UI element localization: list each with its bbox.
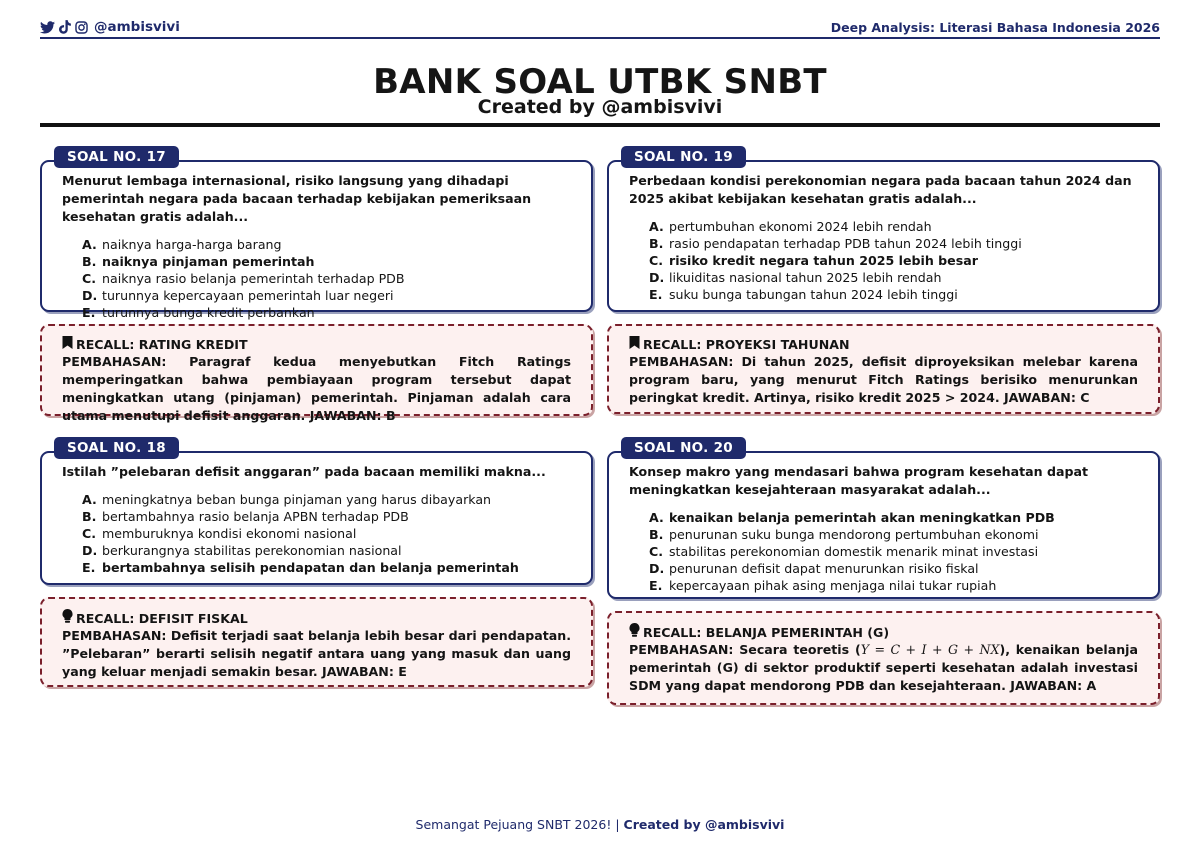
recall-header [629, 623, 1138, 641]
question-tag: SOAL NO. 19 [621, 146, 746, 168]
option-text: stabilitas perekonomian domestik menarik minat investasi [669, 544, 1039, 559]
instagram-icon[interactable] [75, 21, 88, 34]
footer-text: Semangat Pejuang SNBT 2026! | [415, 817, 620, 832]
option-letter: C. [649, 544, 664, 559]
option-list [629, 218, 1138, 303]
option-letter: C. [82, 526, 97, 541]
option-text: meningkatnya beban bunga pinjaman yang harus dibayarkan [102, 492, 492, 507]
option-text: berkurangnya stabilitas perekonomian nasional [102, 543, 402, 558]
page-subtitle: Created by @ambisvivi [477, 96, 723, 118]
option-text: turunnya bunga kredit perbankan [102, 305, 315, 320]
option-text: naiknya rasio belanja pemerintah terhadap PDB [102, 271, 405, 286]
option-letter: E. [649, 578, 663, 593]
option-a[interactable] [82, 491, 571, 508]
question-text: Menurut lembaga internasional, risiko langsung yang dihadapi pemerintah negara pada bacaan terhadap kebijakan pemeriksaan kesehatan gratis adalah... [62, 173, 532, 224]
recall-header [629, 336, 1138, 353]
bookmark-icon [62, 336, 73, 353]
recall-text-pre: PEMBAHASAN: Secara teoretis ( [629, 642, 861, 657]
option-text: likuiditas nasional tahun 2025 lebih rendah [669, 270, 942, 285]
page-title: BANK SOAL UTBK SNBT [373, 62, 827, 102]
option-letter: B. [82, 254, 97, 269]
option-text: kenaikan belanja pemerintah akan meningkatkan PDB [669, 510, 1055, 525]
option-letter: A. [649, 510, 664, 525]
question-tag: SOAL NO. 17 [54, 146, 179, 168]
option-letter: B. [82, 509, 97, 524]
option-text: rasio pendapatan terhadap PDB tahun 2024 lebih tinggi [669, 236, 1022, 251]
bookmark-icon [629, 336, 640, 353]
recall-explanation: PEMBAHASAN: Paragraf kedua menyebutkan Fitch Ratings memperingatkan bahwa pembiayaan program tersebut dapat meningkatkan utang (pinjaman) pemerintah. Pinjaman adalah cara utama menutupi defisit anggaran. JAWABAN: B [62, 354, 571, 423]
option-text: kepercayaan pihak asing menjaga nilai tukar rupiah [669, 578, 997, 593]
recall-text-post: ), kenaikan belanja pemerintah (G) di sektor produktif seperti kesehatan adalah investasi SDM yang dapat mendorong PDB dan kesejahteraan. JAWABAN: A [629, 642, 1138, 693]
question-card-20 [607, 440, 1160, 599]
series-title: Deep Analysis: Literasi Bahasa Indonesia 2026 [830, 19, 1160, 35]
title-divider [40, 123, 1160, 127]
option-text: penurunan suku bunga mendorong pertumbuhan ekonomi [669, 527, 1039, 542]
social-links [40, 19, 180, 35]
option-text: naiknya harga-harga barang [102, 237, 282, 252]
option-e[interactable] [82, 559, 571, 576]
option-letter: E. [82, 560, 96, 575]
option-d[interactable] [82, 287, 571, 304]
option-d[interactable] [649, 269, 1138, 286]
recall-box-17 [40, 324, 593, 423]
option-letter: D. [82, 288, 98, 303]
recall-box-19 [607, 324, 1160, 414]
option-letter: B. [649, 236, 664, 251]
header-divider [40, 37, 1160, 39]
option-list [62, 236, 571, 321]
option-c[interactable] [82, 525, 571, 542]
question-card-18 [40, 440, 593, 585]
recall-explanation: PEMBAHASAN: Di tahun 2025, defisit diproyeksikan melebar karena program baru, yang menurut Fitch Ratings berisiko menurunkan peringkat kredit. Artinya, risiko kredit 2025 > 2024. JAWABAN: C [629, 354, 1138, 405]
footer-credit: Created by @ambisvivi [623, 817, 785, 832]
option-e[interactable] [649, 286, 1138, 303]
recall-explanation [629, 641, 1138, 695]
option-letter: E. [649, 287, 663, 302]
gdp-formula: Y = C + I + G + NX [860, 642, 1000, 657]
option-b[interactable] [649, 526, 1138, 543]
option-text: memburuknya kondisi ekonomi nasional [102, 526, 357, 541]
handle-link[interactable]: @ambisvivi [94, 19, 180, 35]
option-letter: E. [82, 305, 96, 320]
tiktok-icon[interactable] [59, 20, 71, 34]
option-text: bertambahnya rasio belanja APBN terhadap PDB [102, 509, 409, 524]
option-text: turunnya kepercayaan pemerintah luar negeri [102, 288, 394, 303]
option-text: risiko kredit negara tahun 2025 lebih besar [669, 253, 978, 268]
option-text: naiknya pinjaman pemerintah [102, 254, 315, 269]
lightbulb-icon [629, 623, 640, 641]
option-a[interactable] [82, 236, 571, 253]
recall-header [62, 609, 571, 627]
option-b[interactable] [649, 235, 1138, 252]
recall-box-20 [607, 611, 1160, 705]
option-d[interactable] [82, 542, 571, 559]
option-c[interactable] [82, 270, 571, 287]
option-c[interactable] [649, 252, 1138, 269]
recall-explanation: PEMBAHASAN: Defisit terjadi saat belanja lebih besar dari pendapatan. ”Pelebaran” berarti selisih negatif antara uang yang masuk dan uang yang keluar menjadi semakin besar. JAWABAN: E [62, 628, 571, 679]
twitter-icon[interactable] [40, 21, 55, 34]
option-letter: A. [82, 237, 97, 252]
question-text: Konsep makro yang mendasari bahwa program kesehatan dapat meningkatkan kesejahteraan masyarakat adalah... [629, 464, 1089, 497]
option-e[interactable] [649, 577, 1138, 594]
question-text: Perbedaan kondisi perekonomian negara pada bacaan tahun 2024 dan 2025 akibat kebijakan kesehatan gratis adalah... [629, 173, 1132, 206]
option-list [62, 491, 571, 576]
option-letter: C. [82, 271, 97, 286]
option-b[interactable] [82, 508, 571, 525]
option-e[interactable] [82, 304, 571, 321]
recall-header [62, 336, 571, 353]
option-text: penurunan defisit dapat menurunkan risiko fiskal [669, 561, 979, 576]
option-a[interactable] [649, 218, 1138, 235]
recall-title: RECALL: RATING KREDIT [76, 337, 248, 352]
top-bar [40, 16, 1160, 38]
option-letter: C. [649, 253, 664, 268]
question-card-17 [40, 149, 593, 320]
question-tag: SOAL NO. 20 [621, 437, 746, 459]
question-text: Istilah ”pelebaran defisit anggaran” pada bacaan memiliki makna... [62, 464, 546, 479]
option-text: suku bunga tabungan tahun 2024 lebih tinggi [669, 287, 958, 302]
option-b[interactable] [82, 253, 571, 270]
question-tag: SOAL NO. 18 [54, 437, 179, 459]
recall-box-18 [40, 597, 593, 687]
recall-title: RECALL: PROYEKSI TAHUNAN [643, 337, 850, 352]
recall-title: RECALL: BELANJA PEMERINTAH (G) [643, 624, 890, 640]
option-letter: D. [82, 543, 98, 558]
recall-title: RECALL: DEFISIT FISKAL [76, 610, 248, 626]
option-letter: A. [82, 492, 97, 507]
option-c[interactable] [649, 543, 1138, 560]
option-text: bertambahnya selisih pendapatan dan belanja pemerintah [102, 560, 519, 575]
option-letter: B. [649, 527, 664, 542]
option-d[interactable] [649, 560, 1138, 577]
option-letter: D. [649, 270, 665, 285]
option-letter: D. [649, 561, 665, 576]
footer [0, 817, 1200, 832]
option-list [629, 509, 1138, 594]
option-letter: A. [649, 219, 664, 234]
lightbulb-icon [62, 609, 73, 627]
question-card-19 [607, 149, 1160, 312]
option-a[interactable] [649, 509, 1138, 526]
option-text: pertumbuhan ekonomi 2024 lebih rendah [669, 219, 932, 234]
